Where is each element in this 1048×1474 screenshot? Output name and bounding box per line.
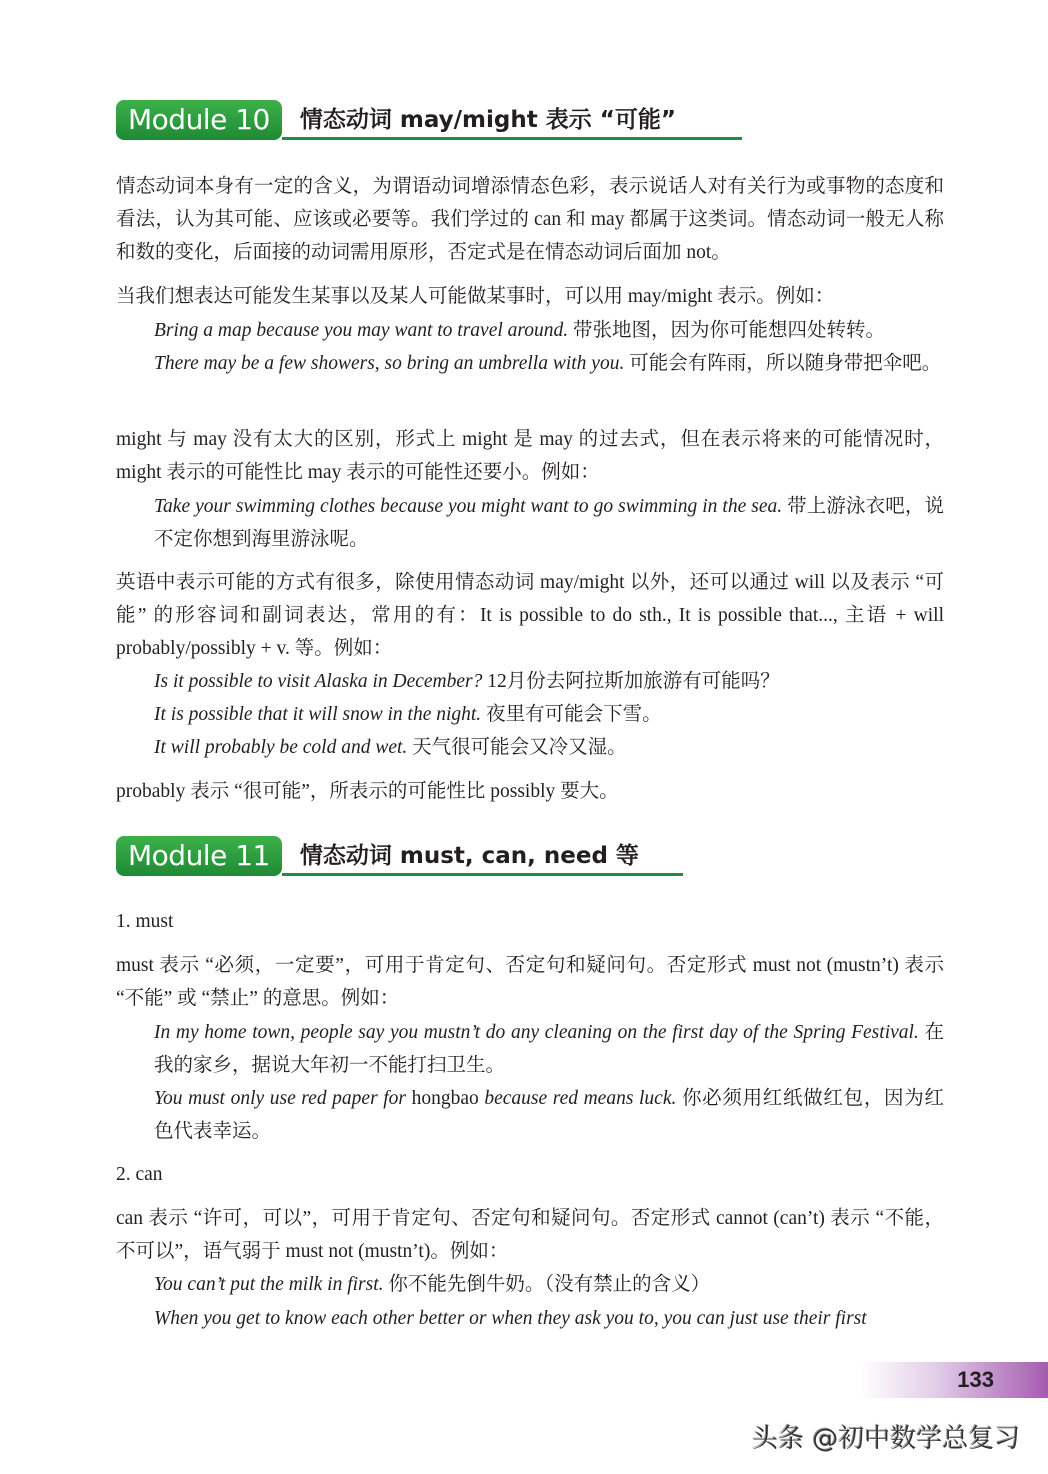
example-en: Bring a map because you may want to travel around.: [154, 320, 569, 341]
paragraph: probably 表示 “很可能”，所表示的可能性比 possibly 要大。: [116, 781, 619, 802]
example-plain: hongbao: [411, 1088, 479, 1109]
paragraph: can 表示 “许可，可以”，可用于肯定句、否定句和疑问句。否定形式 cannot (can’t) 表示 “不能，不可以”，语气弱于 must not (mustn’t)。例如：: [116, 1208, 944, 1262]
example-en: because red means luck.: [478, 1088, 677, 1109]
paragraph: 当我们想表达可能发生某事以及某人可能做某事时，可以用 may/might 表示。例如：: [116, 286, 835, 307]
module-badge: Module 10: [116, 100, 282, 140]
example: [154, 1268, 944, 1301]
example: [154, 731, 944, 764]
paragraph: 情态动词本身有一定的含义，为谓语动词增添情态色彩，表示说话人对有关行为或事物的态度和看法，认为其可能、应该或必要等。我们学过的 can 和 may 都属于这类词。情态动词一般无人称和数的变化，后面接的动词需用原形，否定式是在情态动词后面加 not。: [116, 176, 944, 263]
paragraph: might 与 may 没有太大的区别，形式上 might 是 may 的过去式，但在表示将来的可能情况时，might 表示的可能性比 may 表示的可能性还要小。例如：: [116, 429, 944, 483]
module-10-header: [116, 100, 742, 140]
page-number: 133: [860, 1362, 1048, 1398]
watermark: 头条 @初中数学总复习: [752, 1424, 1021, 1454]
example: [154, 347, 944, 380]
example: [154, 1302, 944, 1335]
example-en: In my home town, people say you mustn’t do any cleaning on the first day of the Spring Festival.: [154, 1022, 919, 1043]
module-title: 情态动词 may/might 表示 “可能”: [282, 105, 742, 140]
example-en: It will probably be cold and wet.: [154, 737, 408, 758]
example-zh: 你必须用红纸做红包，因为红色代表幸运。: [154, 1088, 944, 1142]
example-en: Is it possible to visit Alaska in December?: [154, 671, 483, 692]
example: [154, 1016, 944, 1082]
example-zh: 带上游泳衣吧，说不定你想到海里游泳呢。: [154, 496, 944, 550]
example-zh: 12月份去阿拉斯加旅游有可能吗？: [482, 671, 780, 692]
example: [154, 1082, 944, 1148]
example-en: You can’t put the milk in first.: [154, 1274, 384, 1295]
example: [154, 698, 944, 731]
subheading: 1. must: [116, 911, 174, 932]
paragraph: must 表示 “必须，一定要”，可用于肯定句、否定句和疑问句。否定形式 must not (mustn’t) 表示 “不能” 或 “禁止” 的意思。例如：: [116, 955, 944, 1009]
example-zh: 天气很可能会又冷又湿。: [407, 737, 627, 758]
example: [154, 314, 944, 347]
example-zh: 带张地图，因为你可能想四处转转。: [568, 320, 886, 341]
example-zh: 可能会有阵雨，所以随身带把伞吧。: [624, 353, 942, 374]
module-badge: Module 11: [116, 836, 282, 876]
example-zh: 你不能先倒牛奶。（没有禁止的含义）: [383, 1274, 711, 1295]
example: [154, 665, 944, 698]
example-en: It is possible that it will snow in the night.: [154, 704, 482, 725]
subheading: 2. can: [116, 1164, 163, 1185]
module-11-header: [116, 836, 683, 876]
example-en: When you get to know each other better or when they ask you to, you can just use their first: [154, 1308, 867, 1329]
example-en: You must only use red paper for: [154, 1088, 412, 1109]
example-zh: 在我的家乡，据说大年初一不能打扫卫生。: [154, 1022, 944, 1076]
module-title: 情态动词 must, can, need 等: [282, 841, 683, 876]
example: [154, 490, 944, 556]
paragraph: 英语中表示可能的方式有很多，除使用情态动词 may/might 以外，还可以通过 will 以及表示 “可能” 的形容词和副词表达，常用的有：It is possible to do sth., It is possible that..., 主语 + will probably/possibly + v. 等。例如：: [116, 572, 944, 659]
example-en: There may be a few showers, so bring an umbrella with you.: [154, 353, 625, 374]
example-en: Take your swimming clothes because you might want to go swimming in the sea.: [154, 496, 783, 517]
example-zh: 夜里有可能会下雪。: [481, 704, 662, 725]
